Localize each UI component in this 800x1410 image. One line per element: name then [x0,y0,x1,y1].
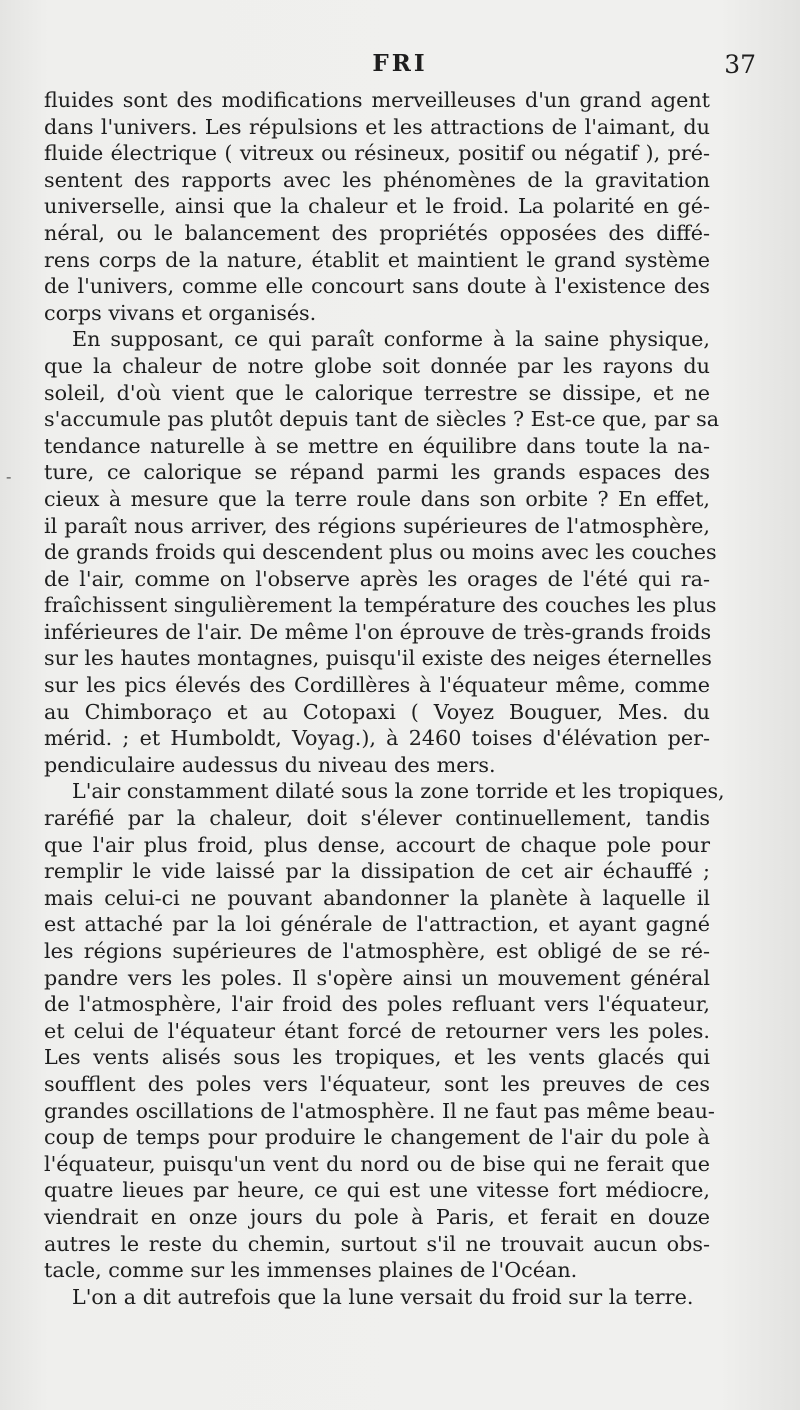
text-line: soleil, d'où vient que le calorique terrestre se dissipe, et ne [44,380,710,405]
text-line: au Chimboraço et au Cotopaxi ( Voyez Bouguer, Mes. du [44,699,710,724]
running-head: FRI [372,50,428,77]
text-line: dans l'univers. Les répulsions et les attractions de l'aimant, du [44,114,710,139]
text-line: mérid. ; et Humboldt, Voyag.), à 2460 toises d'élévation per- [44,726,710,751]
text-line: pandre vers les poles. Il s'opère ainsi un mouvement général [44,965,710,990]
text-line: et celui de l'équateur étant forcé de retourner vers les poles. [44,1018,710,1043]
text-line: corps vivans et organisés. [44,300,317,325]
text-line: tendance naturelle à se mettre en équilibre dans toute la na- [44,433,710,458]
text-line: pendiculaire audessus du niveau des mers. [44,752,496,777]
text-line: cieux à mesure que la terre roule dans son orbite ? En effet, [44,486,710,511]
text-line: L'air constamment dilaté sous la zone torride et les tropiques, [72,779,725,804]
text-line: viendrait en onze jours du pole à Paris, et ferait en douze [44,1204,710,1229]
text-line: universelle, ainsi que la chaleur et le froid. La polarité en gé- [44,194,710,219]
text-line: mais celui-ci ne pouvant abandonner la planète à laquelle il [44,885,710,910]
text-line: néral, ou le balancement des propriétés opposées des diffé- [44,220,710,245]
text-line: sentent des rapports avec les phénomènes de la gravitation [44,167,710,192]
page-number: 37 [724,50,756,79]
text-line: fluides sont des modifications merveilleuses d'un grand agent [44,88,710,112]
text-line: est attaché par la loi générale de l'attraction, et ayant gagné [44,912,710,937]
text-line: que l'air plus froid, plus dense, accourt de chaque pole pour [44,832,710,857]
text-line: autres le reste du chemin, surtout s'il ne trouvait aucun obs- [44,1231,710,1256]
text-line: sur les hautes montagnes, puisqu'il existe des neiges éternelles [44,646,712,671]
paragraph [44,1284,710,1311]
text-line: il paraît nous arriver, des régions supérieures de l'atmosphère, [44,513,710,538]
text-line: ture, ce calorique se répand parmi les grands espaces des [44,460,710,485]
body-text [44,87,725,1310]
paragraph [44,778,725,1283]
text-line: fluide électrique ( vitreux ou résineux, positif ou négatif ), pré- [44,141,710,166]
text-line: de l'atmosphère, l'air froid des poles refluant vers l'équateur, [44,992,710,1017]
page-header [70,50,756,86]
text-line: coup de temps pour produire le changement de l'air du pole à [44,1125,710,1150]
text-line: sur les pics élevés des Cordillères à l'équateur même, comme [44,673,710,698]
text-line: inférieures de l'air. De même l'on éprouve de très-grands froids [44,619,712,644]
text-line: grandes oscillations de l'atmosphère. Il ne faut pas même beau- [44,1098,715,1123]
text-line: l'équateur, puisqu'un vent du nord ou de bise qui ne ferait que [44,1151,710,1176]
text-line: s'accumule pas plutôt depuis tant de siècles ? Est-ce que, par sa [44,407,720,432]
text-line: En supposant, ce qui paraît conforme à la saine physique, [72,327,710,352]
text-line: que la chaleur de notre globe soit donnée par les rayons du [44,353,710,378]
margin-mark: - [6,467,12,486]
text-line: Les vents alisés sous les tropiques, et les vents glacés qui [44,1045,710,1070]
text-line: remplir le vide laissé par la dissipation de cet air échauffé ; [44,859,710,884]
text-line: de grands froids qui descendent plus ou moins avec les couches [44,540,717,565]
text-line: rens corps de la nature, établit et maintient le grand système [44,247,710,272]
text-line: les régions supérieures de l'atmosphère, est obligé de se ré- [44,939,710,963]
text-line: raréfié par la chaleur, doit s'élever continuellement, tandis [44,806,710,831]
paragraph [44,87,710,326]
text-line: quatre lieues par heure, ce qui est une vitesse fort médiocre, [44,1178,710,1203]
text-line: L'on a dit autrefois que la lune versait du froid sur la terre. [72,1284,694,1309]
text-line: soufflent des poles vers l'équateur, sont les preuves de ces [44,1071,710,1096]
text-line: tacle, comme sur les immenses plaines de l'Océan. [44,1258,578,1283]
paragraph [44,326,720,778]
text-line: de l'univers, comme elle concourt sans doute à l'existence des [44,274,710,299]
text-line: de l'air, comme on l'observe après les orages de l'été qui ra- [44,566,710,591]
text-line: fraîchissent singulièrement la température des couches les plus [44,593,717,618]
